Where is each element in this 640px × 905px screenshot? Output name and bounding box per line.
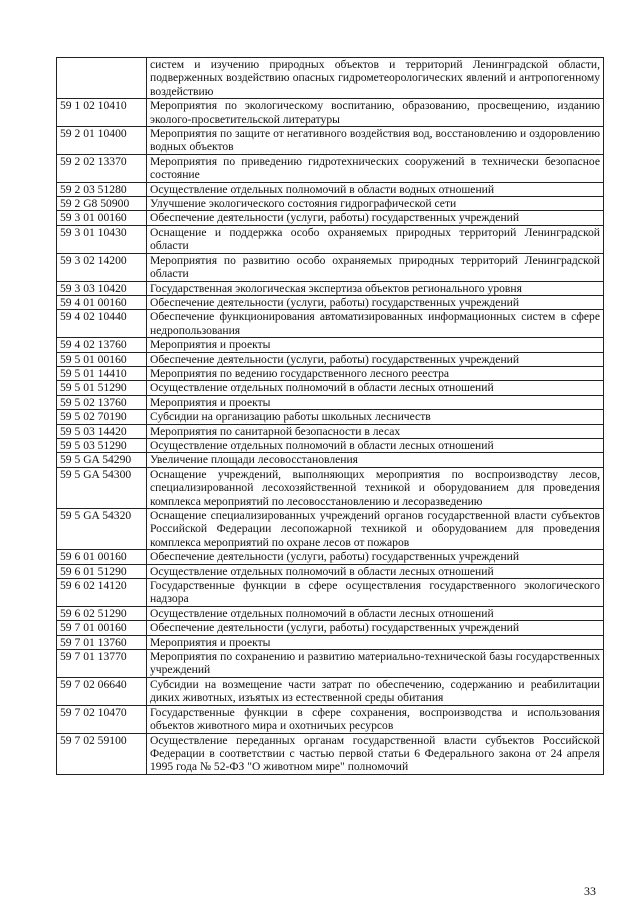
- budget-code-cell: 59 2 02 13370: [57, 154, 147, 182]
- budget-code-cell: 59 4 02 13760: [57, 338, 147, 352]
- budget-code-cell: 59 5 01 00160: [57, 352, 147, 366]
- budget-code-cell: [57, 58, 147, 99]
- budget-code-cell: 59 6 02 51290: [57, 606, 147, 620]
- budget-code-cell: 59 2 03 51280: [57, 182, 147, 196]
- table-row: [57, 650, 604, 678]
- description-cell: Субсидии на организацию работы школьных лесничеств: [147, 410, 604, 424]
- budget-code-cell: 59 7 01 13770: [57, 650, 147, 678]
- description-cell: Осуществление отдельных полномочий в области лесных отношений: [147, 606, 604, 620]
- description-cell: Оснащение специализированных учреждений органов государственной власти субъектов Российской Федерации лесопожарной техникой и оборудованием для проведения комплекса мероприятий по охране лесов от пожаров: [147, 509, 604, 550]
- description-cell: Мероприятия по приведению гидротехнических сооружений в технически безопасное состояние: [147, 154, 604, 182]
- page-number: 33: [584, 884, 596, 898]
- table-body: [57, 58, 604, 775]
- budget-code-cell: 59 5 GA 54290: [57, 453, 147, 467]
- budget-code-cell: 59 7 01 00160: [57, 621, 147, 635]
- budget-code-cell: 59 7 02 06640: [57, 677, 147, 705]
- description-cell: Обеспечение деятельности (услуги, работы) государственных учреждений: [147, 211, 604, 225]
- description-cell: систем и изучению природных объектов и территорий Ленинградской области, подверженных воздействию опасных гидрометеорологических явлений и антропогенному воздействию: [147, 58, 604, 99]
- budget-code-cell: 59 1 02 10410: [57, 99, 147, 127]
- table-row: [57, 579, 604, 607]
- budget-code-cell: 59 3 01 00160: [57, 211, 147, 225]
- table-row: [57, 127, 604, 155]
- description-cell: Субсидии на возмещение части затрат по обеспечению, содержанию и реабилитации диких животных, изъятых из естественной среды обитания: [147, 677, 604, 705]
- classification-table: [56, 57, 604, 775]
- budget-code-cell: 59 6 02 14120: [57, 579, 147, 607]
- table-row: [57, 154, 604, 182]
- budget-code-cell: 59 7 02 10470: [57, 705, 147, 733]
- table-row: [57, 281, 604, 295]
- description-cell: Мероприятия по экологическому воспитанию, образованию, просвещению, изданию эколого-просветительской литературы: [147, 99, 604, 127]
- description-cell: Оснащение учреждений, выполняющих мероприятия по воспроизводству лесов, специализированной лесохозяйственной техникой и оборудованием для проведения комплекса мероприятий по лесовосстановлению и лесоразведению: [147, 467, 604, 508]
- description-cell: Обеспечение деятельности (услуги, работы) государственных учреждений: [147, 295, 604, 309]
- table-row: [57, 99, 604, 127]
- table-row: [57, 677, 604, 705]
- budget-code-cell: 59 5 GA 54320: [57, 509, 147, 550]
- table-row: [57, 410, 604, 424]
- description-cell: Обеспечение деятельности (услуги, работы) государственных учреждений: [147, 621, 604, 635]
- budget-code-cell: 59 4 02 10440: [57, 310, 147, 338]
- description-cell: Мероприятия и проекты: [147, 395, 604, 409]
- table-row: [57, 211, 604, 225]
- table-row: [57, 424, 604, 438]
- budget-code-cell: 59 5 02 70190: [57, 410, 147, 424]
- description-cell: Мероприятия и проекты: [147, 338, 604, 352]
- table-row: [57, 182, 604, 196]
- table-row: [57, 58, 604, 99]
- table-row: [57, 338, 604, 352]
- table-row: [57, 225, 604, 253]
- table-row: [57, 509, 604, 550]
- description-cell: Мероприятия по защите от негативного воздействия вод, восстановлению и оздоровлению водных объектов: [147, 127, 604, 155]
- description-cell: Увеличение площади лесовосстановления: [147, 453, 604, 467]
- table-row: [57, 705, 604, 733]
- description-cell: Осуществление отдельных полномочий в области водных отношений: [147, 182, 604, 196]
- table-row: [57, 606, 604, 620]
- budget-code-cell: 59 5 01 14410: [57, 366, 147, 380]
- table-row: [57, 253, 604, 281]
- budget-code-cell: 59 5 01 51290: [57, 381, 147, 395]
- description-cell: Мероприятия по ведению государственного лесного реестра: [147, 366, 604, 380]
- table-row: [57, 564, 604, 578]
- budget-code-cell: 59 5 03 14420: [57, 424, 147, 438]
- budget-code-cell: 59 7 02 59100: [57, 733, 147, 774]
- budget-code-cell: 59 7 01 13760: [57, 635, 147, 649]
- description-cell: Государственная экологическая экспертиза объектов регионального уровня: [147, 281, 604, 295]
- table-row: [57, 310, 604, 338]
- description-cell: Обеспечение функционирования автоматизированных информационных систем в сфере недропользования: [147, 310, 604, 338]
- description-cell: Мероприятия по сохранению и развитию материально-технической базы государственных учреждений: [147, 650, 604, 678]
- table-row: [57, 467, 604, 508]
- table-row: [57, 366, 604, 380]
- budget-code-cell: 59 2 01 10400: [57, 127, 147, 155]
- description-cell: Государственные функции в сфере осуществления государственного экологического надзора: [147, 579, 604, 607]
- table-row: [57, 295, 604, 309]
- description-cell: Осуществление переданных органам государственной власти субъектов Российской Федерации в соответствии с частью первой статьи 6 Федерального закона от 24 апреля 1995 года № 52-ФЗ "О животном мире" полномочий: [147, 733, 604, 774]
- budget-code-cell: 59 6 01 51290: [57, 564, 147, 578]
- description-cell: Обеспечение деятельности (услуги, работы) государственных учреждений: [147, 550, 604, 564]
- budget-code-cell: 59 5 03 51290: [57, 438, 147, 452]
- budget-code-cell: 59 5 GA 54300: [57, 467, 147, 508]
- description-cell: Мероприятия и проекты: [147, 635, 604, 649]
- table-row: [57, 621, 604, 635]
- budget-code-cell: 59 6 01 00160: [57, 550, 147, 564]
- table-row: [57, 550, 604, 564]
- description-cell: Оснащение и поддержка особо охраняемых природных территорий Ленинградской области: [147, 225, 604, 253]
- table-row: [57, 395, 604, 409]
- budget-code-cell: 59 3 02 14200: [57, 253, 147, 281]
- table-row: [57, 438, 604, 452]
- table-row: [57, 381, 604, 395]
- budget-code-cell: 59 2 G8 50900: [57, 197, 147, 211]
- table-row: [57, 197, 604, 211]
- budget-code-cell: 59 3 03 10420: [57, 281, 147, 295]
- description-cell: Осуществление отдельных полномочий в области лесных отношений: [147, 438, 604, 452]
- table-row: [57, 635, 604, 649]
- description-cell: Осуществление отдельных полномочий в области лесных отношений: [147, 381, 604, 395]
- budget-code-cell: 59 5 02 13760: [57, 395, 147, 409]
- description-cell: Государственные функции в сфере сохранения, воспроизводства и использования объектов животного мира и охотничьих ресурсов: [147, 705, 604, 733]
- table-row: [57, 352, 604, 366]
- table-row: [57, 453, 604, 467]
- description-cell: Улучшение экологического состояния гидрографической сети: [147, 197, 604, 211]
- table-row: [57, 733, 604, 774]
- description-cell: Мероприятия по санитарной безопасности в лесах: [147, 424, 604, 438]
- description-cell: Мероприятия по развитию особо охраняемых природных территорий Ленинградской области: [147, 253, 604, 281]
- budget-code-cell: 59 3 01 10430: [57, 225, 147, 253]
- description-cell: Осуществление отдельных полномочий в области лесных отношений: [147, 564, 604, 578]
- budget-code-cell: 59 4 01 00160: [57, 295, 147, 309]
- description-cell: Обеспечение деятельности (услуги, работы) государственных учреждений: [147, 352, 604, 366]
